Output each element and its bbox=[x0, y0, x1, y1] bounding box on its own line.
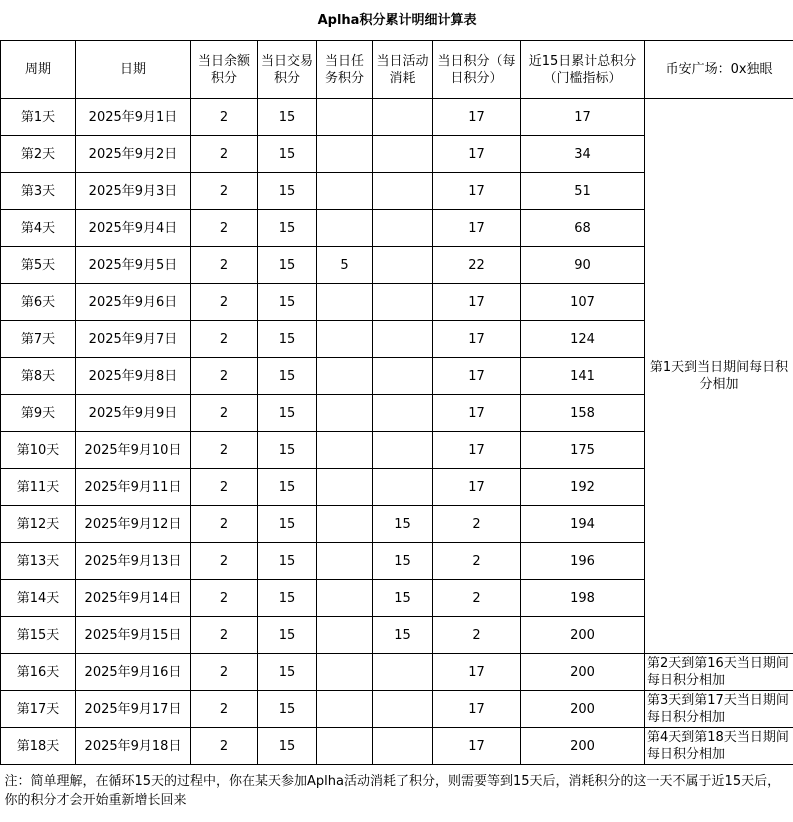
trade-cell: 15 bbox=[258, 617, 317, 654]
period-cell: 第15天 bbox=[1, 617, 76, 654]
date-cell: 2025年9月10日 bbox=[76, 432, 191, 469]
balance-cell: 2 bbox=[191, 210, 258, 247]
date-cell: 2025年9月4日 bbox=[76, 210, 191, 247]
date-cell: 2025年9月9日 bbox=[76, 395, 191, 432]
total-points-cell: 175 bbox=[521, 432, 645, 469]
header-activity-consume-label: 当日活动消耗 bbox=[376, 53, 429, 86]
table-title: Aplha积分累计明细计算表 bbox=[1, 0, 793, 41]
date-cell: 2025年9月5日 bbox=[76, 247, 191, 284]
table-row bbox=[1, 654, 793, 691]
balance-cell: 2 bbox=[191, 395, 258, 432]
balance-cell: 2 bbox=[191, 358, 258, 395]
header-trade-points-label: 当日交易积分 bbox=[261, 53, 314, 86]
trade-cell: 15 bbox=[258, 173, 317, 210]
task-cell bbox=[317, 580, 373, 617]
header-date: 日期 bbox=[76, 41, 191, 99]
header-daily-points bbox=[433, 41, 521, 99]
title-row bbox=[1, 0, 793, 41]
trade-cell: 15 bbox=[258, 358, 317, 395]
consume-cell bbox=[373, 99, 433, 136]
date-cell: 2025年9月1日 bbox=[76, 99, 191, 136]
daily-points-cell: 2 bbox=[433, 506, 521, 543]
task-cell bbox=[317, 321, 373, 358]
note-row bbox=[1, 765, 793, 817]
date-cell: 2025年9月6日 bbox=[76, 284, 191, 321]
total-points-cell: 158 bbox=[521, 395, 645, 432]
daily-points-cell: 22 bbox=[433, 247, 521, 284]
table-body bbox=[1, 0, 793, 816]
header-balance-points bbox=[191, 41, 258, 99]
balance-cell: 2 bbox=[191, 99, 258, 136]
daily-points-cell: 2 bbox=[433, 580, 521, 617]
trade-cell: 15 bbox=[258, 691, 317, 728]
balance-cell: 2 bbox=[191, 580, 258, 617]
consume-cell bbox=[373, 210, 433, 247]
date-cell: 2025年9月8日 bbox=[76, 358, 191, 395]
trade-cell: 15 bbox=[258, 654, 317, 691]
table-row bbox=[1, 99, 793, 136]
consume-cell bbox=[373, 247, 433, 284]
trade-cell: 15 bbox=[258, 136, 317, 173]
period-cell: 第10天 bbox=[1, 432, 76, 469]
period-cell: 第4天 bbox=[1, 210, 76, 247]
header-author: 币安广场：0x独眼 bbox=[645, 41, 793, 99]
period-cell: 第1天 bbox=[1, 99, 76, 136]
daily-points-cell: 17 bbox=[433, 691, 521, 728]
trade-cell: 15 bbox=[258, 321, 317, 358]
task-cell bbox=[317, 284, 373, 321]
header-task-points bbox=[317, 41, 373, 99]
date-cell: 2025年9月3日 bbox=[76, 173, 191, 210]
daily-points-cell: 2 bbox=[433, 617, 521, 654]
header-balance-points-label: 当日余额积分 bbox=[197, 53, 250, 86]
total-points-cell: 34 bbox=[521, 136, 645, 173]
task-cell bbox=[317, 432, 373, 469]
daily-points-cell: 17 bbox=[433, 321, 521, 358]
balance-cell: 2 bbox=[191, 173, 258, 210]
task-cell bbox=[317, 654, 373, 691]
period-cell: 第6天 bbox=[1, 284, 76, 321]
consume-cell bbox=[373, 358, 433, 395]
balance-cell: 2 bbox=[191, 506, 258, 543]
total-points-cell: 17 bbox=[521, 99, 645, 136]
daily-points-cell: 17 bbox=[433, 395, 521, 432]
header-15day-total bbox=[521, 41, 645, 99]
consume-cell bbox=[373, 432, 433, 469]
daily-points-cell: 17 bbox=[433, 432, 521, 469]
total-points-cell: 200 bbox=[521, 654, 645, 691]
date-cell: 2025年9月2日 bbox=[76, 136, 191, 173]
trade-cell: 15 bbox=[258, 284, 317, 321]
task-cell bbox=[317, 358, 373, 395]
balance-cell: 2 bbox=[191, 617, 258, 654]
balance-cell: 2 bbox=[191, 543, 258, 580]
date-cell: 2025年9月17日 bbox=[76, 691, 191, 728]
task-cell bbox=[317, 469, 373, 506]
task-cell bbox=[317, 99, 373, 136]
consume-cell bbox=[373, 691, 433, 728]
footnote: 注：简单理解，在循环15天的过程中，你在某天参加Aplha活动消耗了积分，则需要等到15天后，消耗积分的这一天不属于近15天后，你的积分才会开始重新增长回来 bbox=[1, 765, 793, 817]
header-daily-points-label: 当日积分（每日积分） bbox=[437, 53, 516, 86]
total-points-cell: 51 bbox=[521, 173, 645, 210]
daily-points-cell: 17 bbox=[433, 358, 521, 395]
period-cell: 第14天 bbox=[1, 580, 76, 617]
consume-cell bbox=[373, 469, 433, 506]
period-cell: 第18天 bbox=[1, 728, 76, 765]
daily-points-cell: 17 bbox=[433, 469, 521, 506]
period-cell: 第3天 bbox=[1, 173, 76, 210]
total-points-cell: 200 bbox=[521, 691, 645, 728]
date-cell: 2025年9月13日 bbox=[76, 543, 191, 580]
header-row bbox=[1, 41, 793, 99]
trade-cell: 15 bbox=[258, 543, 317, 580]
task-cell bbox=[317, 173, 373, 210]
consume-cell: 15 bbox=[373, 617, 433, 654]
total-points-cell: 196 bbox=[521, 543, 645, 580]
header-period: 周期 bbox=[1, 41, 76, 99]
consume-cell bbox=[373, 728, 433, 765]
balance-cell: 2 bbox=[191, 432, 258, 469]
trade-cell: 15 bbox=[258, 99, 317, 136]
task-cell bbox=[317, 136, 373, 173]
trade-cell: 15 bbox=[258, 395, 317, 432]
balance-cell: 2 bbox=[191, 691, 258, 728]
consume-cell: 15 bbox=[373, 543, 433, 580]
task-cell bbox=[317, 728, 373, 765]
balance-cell: 2 bbox=[191, 321, 258, 358]
period-cell: 第7天 bbox=[1, 321, 76, 358]
total-points-cell: 192 bbox=[521, 469, 645, 506]
total-points-cell: 68 bbox=[521, 210, 645, 247]
daily-points-cell: 17 bbox=[433, 210, 521, 247]
daily-points-cell: 2 bbox=[433, 543, 521, 580]
total-points-cell: 107 bbox=[521, 284, 645, 321]
consume-cell: 15 bbox=[373, 580, 433, 617]
daily-points-cell: 17 bbox=[433, 99, 521, 136]
header-15day-total-label: 近15日累计总积分（门槛指标） bbox=[528, 53, 637, 86]
period-cell: 第9天 bbox=[1, 395, 76, 432]
daily-points-cell: 17 bbox=[433, 284, 521, 321]
balance-cell: 2 bbox=[191, 469, 258, 506]
period-cell: 第2天 bbox=[1, 136, 76, 173]
table-row bbox=[1, 728, 793, 765]
trade-cell: 15 bbox=[258, 580, 317, 617]
consume-cell bbox=[373, 284, 433, 321]
date-cell: 2025年9月14日 bbox=[76, 580, 191, 617]
consume-cell bbox=[373, 395, 433, 432]
balance-cell: 2 bbox=[191, 654, 258, 691]
task-cell bbox=[317, 617, 373, 654]
total-points-cell: 198 bbox=[521, 580, 645, 617]
total-points-cell: 124 bbox=[521, 321, 645, 358]
period-cell: 第11天 bbox=[1, 469, 76, 506]
daily-points-cell: 17 bbox=[433, 136, 521, 173]
trade-cell: 15 bbox=[258, 469, 317, 506]
side-note-day16: 第2天到第16天当日期间每日积分相加 bbox=[645, 654, 793, 691]
consume-cell bbox=[373, 321, 433, 358]
consume-cell bbox=[373, 173, 433, 210]
side-note-day17: 第3天到第17天当日期间每日积分相加 bbox=[645, 691, 793, 728]
total-points-cell: 200 bbox=[521, 728, 645, 765]
total-points-cell: 200 bbox=[521, 617, 645, 654]
period-cell: 第5天 bbox=[1, 247, 76, 284]
trade-cell: 15 bbox=[258, 210, 317, 247]
period-cell: 第12天 bbox=[1, 506, 76, 543]
date-cell: 2025年9月15日 bbox=[76, 617, 191, 654]
date-cell: 2025年9月12日 bbox=[76, 506, 191, 543]
total-points-cell: 90 bbox=[521, 247, 645, 284]
daily-points-cell: 17 bbox=[433, 173, 521, 210]
task-cell bbox=[317, 506, 373, 543]
header-activity-consume bbox=[373, 41, 433, 99]
daily-points-cell: 17 bbox=[433, 728, 521, 765]
period-cell: 第13天 bbox=[1, 543, 76, 580]
daily-points-cell: 17 bbox=[433, 654, 521, 691]
balance-cell: 2 bbox=[191, 728, 258, 765]
task-cell bbox=[317, 395, 373, 432]
task-cell bbox=[317, 210, 373, 247]
date-cell: 2025年9月16日 bbox=[76, 654, 191, 691]
date-cell: 2025年9月11日 bbox=[76, 469, 191, 506]
task-cell bbox=[317, 543, 373, 580]
trade-cell: 15 bbox=[258, 728, 317, 765]
header-task-points-label: 当日任务积分 bbox=[324, 53, 364, 86]
date-cell: 2025年9月7日 bbox=[76, 321, 191, 358]
total-points-cell: 194 bbox=[521, 506, 645, 543]
consume-cell bbox=[373, 654, 433, 691]
side-note-day18: 第4天到第18天当日期间每日积分相加 bbox=[645, 728, 793, 765]
consume-cell: 15 bbox=[373, 506, 433, 543]
table-row bbox=[1, 691, 793, 728]
task-cell: 5 bbox=[317, 247, 373, 284]
consume-cell bbox=[373, 136, 433, 173]
date-cell: 2025年9月18日 bbox=[76, 728, 191, 765]
trade-cell: 15 bbox=[258, 432, 317, 469]
period-cell: 第16天 bbox=[1, 654, 76, 691]
task-cell bbox=[317, 691, 373, 728]
total-points-cell: 141 bbox=[521, 358, 645, 395]
period-cell: 第8天 bbox=[1, 358, 76, 395]
header-trade-points bbox=[258, 41, 317, 99]
trade-cell: 15 bbox=[258, 247, 317, 284]
balance-cell: 2 bbox=[191, 284, 258, 321]
trade-cell: 15 bbox=[258, 506, 317, 543]
side-note-first-15-days: 第1天到当日期间每日积分相加 bbox=[645, 99, 793, 654]
balance-cell: 2 bbox=[191, 247, 258, 284]
balance-cell: 2 bbox=[191, 136, 258, 173]
period-cell: 第17天 bbox=[1, 691, 76, 728]
